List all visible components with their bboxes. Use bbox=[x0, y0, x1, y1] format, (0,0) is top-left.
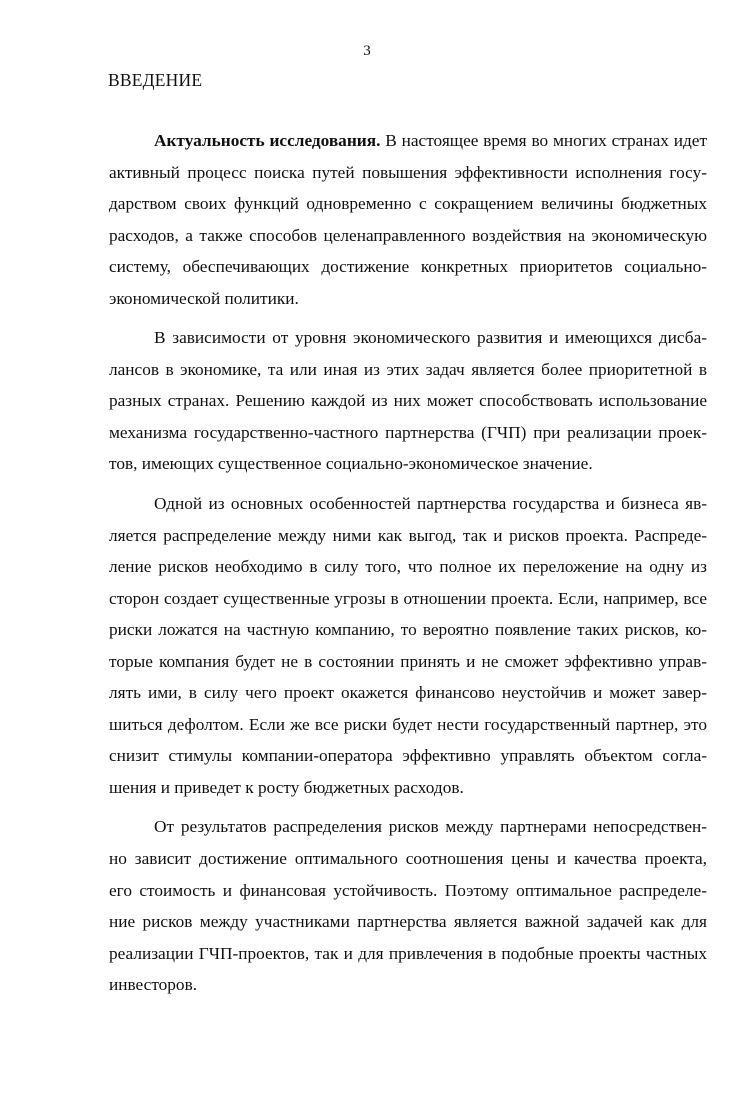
paragraph-results bbox=[109, 811, 707, 1000]
text-line bbox=[109, 125, 707, 157]
text-line: реализации ГЧП-проектов, так и для привлечения в подобные проекты частных bbox=[109, 943, 707, 963]
paragraph-relevance bbox=[109, 125, 707, 314]
text-line: ляется распределение между ними как выгод, так и рисков проекта. Распреде- bbox=[109, 525, 707, 545]
text-line: дарством своих функций одновременно с сокращением величины бюджетных bbox=[109, 194, 707, 214]
text-line: разных странах. Решению каждой из них может способствовать использование bbox=[109, 391, 707, 411]
text-line: сторон создает существенные угрозы в отношении проекта. Если, например, все bbox=[109, 588, 707, 608]
text-line: шиться дефолтом. Если же все риски будет нести государственный партнер, это bbox=[109, 714, 707, 734]
text-line: ние рисков между участниками партнерства является важной задачей как для bbox=[109, 912, 707, 932]
text-line: но зависит достижение оптимального соотношения цены и качества проекта, bbox=[109, 849, 707, 869]
text-line: механизма государственно-частного партнерства (ГЧП) при реализации проек- bbox=[109, 422, 707, 442]
text-line-rest: В настоящее время во многих странах идет bbox=[380, 131, 707, 150]
text-line: шения и приведет к росту бюджетных расходов. bbox=[109, 777, 464, 797]
text-line: расходов, а также способов целенаправленного воздействия на экономическую bbox=[109, 225, 707, 245]
text-line: торые компания будет не в состоянии принять и не сможет эффективно управ- bbox=[109, 651, 707, 671]
text-line: систему, обеспечивающих достижение конкретных приоритетов социально- bbox=[109, 257, 707, 277]
paragraph-imbalances bbox=[109, 322, 707, 480]
text-line: тов, имеющих существенное социально-экономическое значение. bbox=[109, 454, 593, 474]
text-line: экономической политики. bbox=[109, 288, 299, 308]
paragraph-lead: Актуальность исследования. bbox=[154, 131, 381, 150]
section-heading: ВВЕДЕНИЕ bbox=[108, 70, 203, 90]
text-line: активный процесс поиска путей повышения эффективности исполнения госу- bbox=[109, 162, 707, 182]
text-line: От результатов распределения рисков между партнерами непосредствен- bbox=[154, 817, 707, 837]
text-line: снизит стимулы компании-оператора эффективно управлять объектом согла- bbox=[109, 746, 707, 766]
text-line: его стоимость и финансовая устойчивость. Поэтому оптимальное распределе- bbox=[109, 880, 707, 900]
text-line: инвесторов. bbox=[109, 975, 198, 995]
text-line: риски ложатся на частную компанию, то вероятно появление таких рисков, ко- bbox=[109, 620, 707, 640]
text-line: лять ими, в силу чего проект окажется финансово неустойчив и может завер- bbox=[109, 683, 707, 703]
body-text bbox=[109, 125, 707, 1009]
text-line: В зависимости от уровня экономического развития и имеющихся дисба- bbox=[154, 328, 707, 348]
page-number: 3 bbox=[363, 43, 371, 59]
text-line: ление рисков необходимо в силу того, что полное их переложение на одну из bbox=[109, 557, 707, 577]
text-line: Одной из основных особенностей партнерства государства и бизнеса яв- bbox=[154, 494, 707, 514]
paragraph-risk-allocation bbox=[109, 488, 707, 803]
text-line: лансов в экономике, та или иная из этих задач является более приоритетной в bbox=[109, 359, 707, 379]
